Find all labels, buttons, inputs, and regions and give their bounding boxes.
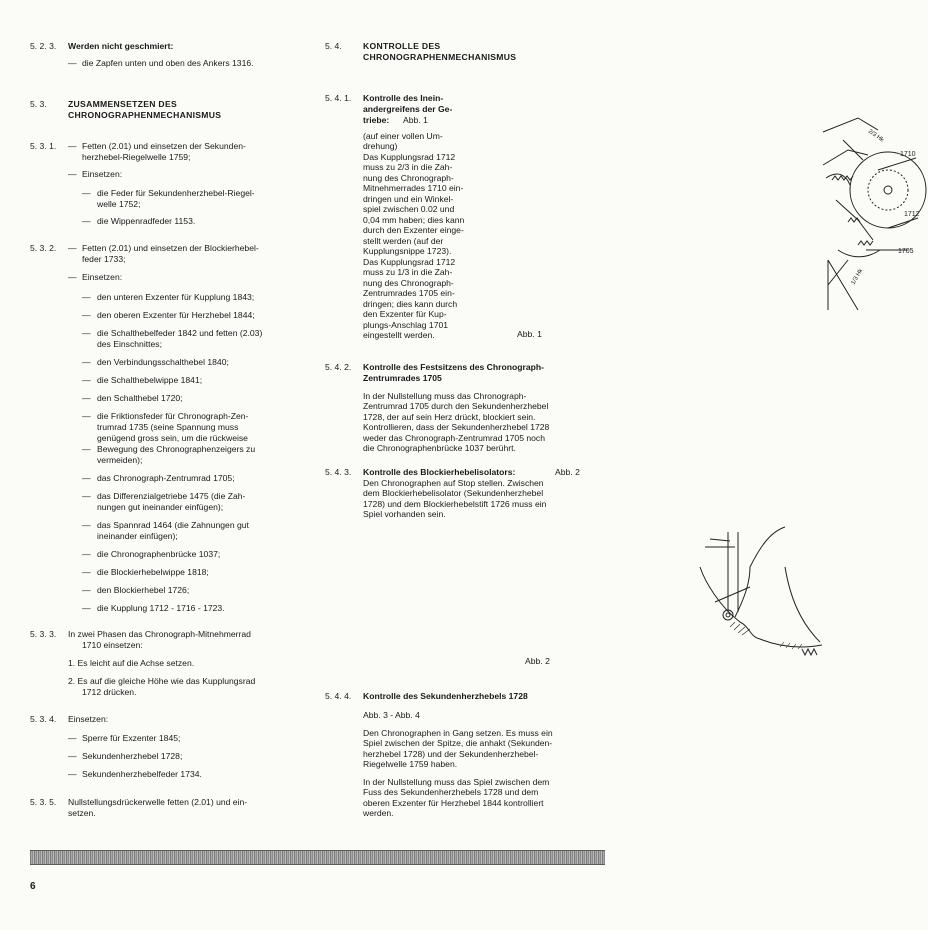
- dash: —: [68, 769, 77, 779]
- text-line: plungs-Anschlag 1701: [363, 319, 449, 330]
- text-line: den Exzenter für Kup-: [363, 309, 447, 320]
- figure-ref: Abb. 2: [555, 467, 580, 477]
- text-line: Das Kupplungsrad 1712: [363, 256, 456, 267]
- dash: —: [68, 169, 77, 179]
- section-number: 5. 4. 1.: [325, 93, 352, 103]
- label-1705: 1705: [898, 248, 914, 255]
- dash: —: [68, 58, 77, 68]
- list-item: des Einschnittes;: [97, 339, 162, 349]
- text-line: Fetten (2.01) und einsetzen der Blockierhebel-: [82, 243, 259, 253]
- text-line: eingestellt werden.: [363, 330, 435, 341]
- text-line: Fuss des Sekundenherzhebels 1728 und dem: [363, 787, 539, 798]
- label-1710: 1710: [900, 151, 916, 158]
- text-line: setzen.: [68, 808, 96, 818]
- section-number: 5. 4. 2.: [325, 362, 352, 372]
- text-line: Einsetzen:: [68, 714, 109, 724]
- list-item: das Differenzialgetriebe 1475 (die Zah-: [97, 491, 246, 501]
- dash: —: [68, 751, 77, 761]
- list-item: Sperre für Exzenter 1845;: [82, 733, 181, 743]
- figure-1-gear-meshing: [818, 110, 928, 332]
- list-item: vermeiden);: [97, 455, 143, 465]
- dash: —: [82, 393, 91, 403]
- text-line: Zentrumrades 1705 ein-: [363, 288, 455, 299]
- section-number: 5. 4. 4.: [325, 691, 352, 701]
- text-line: welle 1752;: [97, 199, 141, 209]
- text-line: muss zu 2/3 in die Zah-: [363, 162, 453, 173]
- text-line: dringen und ein Winkel-: [363, 193, 454, 204]
- list-item: den Schalthebel 1720;: [97, 393, 183, 403]
- section-title: Kontrolle des Festsitzens des Chronograph-: [363, 362, 544, 372]
- text-line: Mitnehmerrades 1710 ein-: [363, 183, 464, 194]
- text-line: muss zu 1/3 in die Zah-: [363, 267, 453, 278]
- heading-line: KONTROLLE DES: [363, 41, 441, 51]
- heading-line: CHRONOGRAPHENMECHANISMUS: [363, 52, 517, 62]
- text-line: Nullstellungsdrückerwelle fetten (2.01) und ein-: [68, 797, 248, 807]
- text-line: weder das Chronograph-Zentrumrad 1705 noch: [363, 432, 546, 443]
- dash: —: [82, 549, 91, 559]
- dash: —: [82, 567, 91, 577]
- text-line: Einsetzen:: [82, 272, 123, 282]
- section-number: 5. 3. 3.: [30, 629, 57, 639]
- list-item: Bewegung des Chronographenzeigers zu: [97, 444, 256, 454]
- section-title: Kontrolle des Blockierhebelisolators:: [363, 467, 516, 477]
- heading-line: CHRONOGRAPHENMECHANISMUS: [68, 110, 222, 120]
- text-line: dem Blockierhebelisolator (Sekundenherzhebel: [363, 488, 544, 499]
- text-line: In zwei Phasen das Chronograph-Mitnehmerrad: [68, 629, 251, 639]
- list-item: Sekundenherzhebel 1728;: [82, 751, 183, 761]
- text-line: 1728) und dem Blockierhebelstift 1726 muss ein: [363, 498, 547, 509]
- label-two-thirds: 2/3 Hk: [866, 128, 885, 144]
- dash: —: [82, 603, 91, 613]
- figure-ref: Abb. 1: [403, 115, 428, 125]
- text-line: Fetten (2.01) und einsetzen der Sekunden-: [82, 141, 246, 151]
- label-1712: 1712: [904, 211, 920, 218]
- step-item: 1. Es leicht auf die Achse setzen.: [68, 658, 195, 668]
- list-item: ineinander einfügen);: [97, 531, 178, 541]
- text-line: Spiel vorhanden sein.: [363, 509, 446, 520]
- text-line: dringen; dies kann durch: [363, 298, 458, 309]
- figure-caption: Abb. 1: [517, 329, 542, 339]
- section-title: Werden nicht geschmiert:: [68, 41, 174, 51]
- footer-bar: [30, 850, 605, 865]
- text-line: Den Chronographen auf Stop stellen. Zwischen: [363, 478, 544, 488]
- text-line: 0,04 mm haben; dies kann: [363, 214, 465, 225]
- text-line: die Feder für Sekundenherzhebel-Riegel-: [97, 188, 255, 198]
- text-line: Zentrumrad 1705 durch den Sekundenherzhebel: [363, 401, 549, 412]
- text-line: die Chronographenbrücke 1037 berührt.: [363, 443, 516, 454]
- dash: —: [82, 585, 91, 595]
- dash: —: [82, 328, 91, 338]
- list-item: das Chronograph-Zentrumrad 1705;: [97, 473, 235, 483]
- section-number: 5. 4.: [325, 41, 342, 51]
- text-line: Kupplungsnippe 1723).: [363, 246, 452, 257]
- figure-caption: Abb. 2: [525, 656, 550, 666]
- list-item: die Friktionsfeder für Chronograph-Zen-: [97, 411, 249, 421]
- dash: —: [68, 272, 77, 282]
- text-line: nung des Chronograph-: [363, 172, 454, 183]
- dash: —: [82, 411, 91, 421]
- dash: —: [82, 444, 91, 454]
- text-line: In der Nullstellung muss das Spiel zwischen dem: [363, 777, 550, 787]
- text-line: herzhebel 1728) und der Sekundenherzhebel-: [363, 748, 539, 759]
- list-item: den unteren Exzenter für Kupplung 1843;: [97, 292, 255, 302]
- dash: —: [82, 310, 91, 320]
- dash: —: [82, 491, 91, 501]
- dash: —: [82, 188, 91, 198]
- text-line: Einsetzen:: [82, 169, 123, 179]
- text-line: Den Chronographen in Gang setzen. Es muss ein: [363, 728, 553, 738]
- list-item: Sekundenherzhebelfeder 1734.: [82, 769, 202, 779]
- text-line: oberen Exzenter für Herzhebel 1844 kontrolliert: [363, 797, 544, 808]
- list-item: den oberen Exzenter für Herzhebel 1844;: [97, 310, 255, 320]
- item-text: die Zapfen unten und oben des Ankers 1316.: [82, 58, 254, 68]
- figure-2-blocking-lever: [690, 527, 825, 667]
- list-item: den Blockierhebel 1726;: [97, 585, 190, 595]
- list-item: die Blockierhebelwippe 1818;: [97, 567, 209, 577]
- text-line: Das Kupplungsrad 1712: [363, 151, 456, 162]
- step-item: 2. Es auf die gleiche Höhe wie das Kupplungsrad: [68, 676, 256, 686]
- text-line: spiel zwischen 0.02 und: [363, 204, 455, 215]
- text-line: 1710 einsetzen:: [82, 640, 143, 650]
- text-line: herzhebel-Riegelwelle 1759;: [82, 152, 191, 162]
- paragraph: [363, 131, 464, 341]
- section-number: 5. 3.: [30, 99, 47, 109]
- text-line: drehung): [363, 141, 398, 152]
- dash: —: [82, 375, 91, 385]
- list-item: die Kupplung 1712 - 1716 - 1723.: [97, 603, 225, 613]
- dash: —: [82, 216, 91, 226]
- section-number: 5. 3. 5.: [30, 797, 57, 807]
- section-number: 5. 2. 3.: [30, 41, 57, 51]
- figure-ref: Abb. 3 - Abb. 4: [363, 710, 420, 720]
- paragraph: [363, 777, 549, 819]
- section-number: 5. 3. 2.: [30, 243, 57, 253]
- dash: —: [68, 733, 77, 743]
- section-number: 5. 4. 3.: [325, 467, 352, 477]
- text-line: Spiel zwischen der Spitze, die anhakt (Sekunden-: [363, 738, 553, 749]
- text-line: Kontrollieren, dass der Sekundenherzhebel 1728: [363, 422, 550, 433]
- text-line: nung des Chronograph-: [363, 277, 454, 288]
- heading-line: ZUSAMMENSETZEN DES: [68, 99, 178, 109]
- text-line: 1728, der auf sein Herz drückt, blockiert sein.: [363, 411, 536, 422]
- list-item: die Chronographenbrücke 1037;: [97, 549, 221, 559]
- dash: —: [82, 473, 91, 483]
- section-title: Zentrumrades 1705: [363, 373, 442, 383]
- step-item: 1712 drücken.: [82, 687, 137, 697]
- list-item: das Spannrad 1464 (die Zahnungen gut: [97, 520, 249, 530]
- list-item: genügend gross sein, um die rückweise: [97, 433, 248, 443]
- page-number: 6: [30, 881, 36, 892]
- section-title: Kontrolle des Sekundenherzhebels 1728: [363, 691, 528, 701]
- list-item: trumrad 1735 (seine Spannung muss: [97, 422, 239, 432]
- dash: —: [68, 243, 77, 253]
- list-item: nungen gut ineinander einfügen);: [97, 502, 224, 512]
- text-line: feder 1733;: [82, 254, 126, 264]
- paragraph: [363, 728, 553, 770]
- label-one-third: 1/3 Hk: [850, 267, 865, 286]
- text-line: In der Nullstellung muss das Chronograph-: [363, 391, 527, 401]
- section-number: 5. 3. 4.: [30, 714, 57, 724]
- paragraph: [363, 391, 549, 454]
- section-title: Kontrolle des Inein-: [363, 93, 444, 103]
- list-item: die Schalthebelfeder 1842 und fetten (2.03): [97, 328, 263, 338]
- section-title: triebe:: [363, 115, 390, 125]
- dash: —: [82, 357, 91, 367]
- text-line: werden.: [363, 808, 394, 819]
- text-line: stellt werden (auf der: [363, 235, 444, 246]
- paragraph: [363, 478, 546, 520]
- text-line: (auf einer vollen Um-: [363, 131, 443, 141]
- section-title: andergreifens der Ge-: [363, 104, 453, 114]
- list-item: den Verbindungsschalthebel 1840;: [97, 357, 229, 367]
- text-line: durch den Exzenter einge-: [363, 225, 464, 236]
- section-number: 5. 3. 1.: [30, 141, 57, 151]
- dash: —: [82, 292, 91, 302]
- list-item: die Schalthebelwippe 1841;: [97, 375, 203, 385]
- text-line: Riegelwelle 1759 haben.: [363, 759, 458, 770]
- dash: —: [68, 141, 77, 151]
- text-line: die Wippenradfeder 1153.: [97, 216, 196, 226]
- dash: —: [82, 520, 91, 530]
